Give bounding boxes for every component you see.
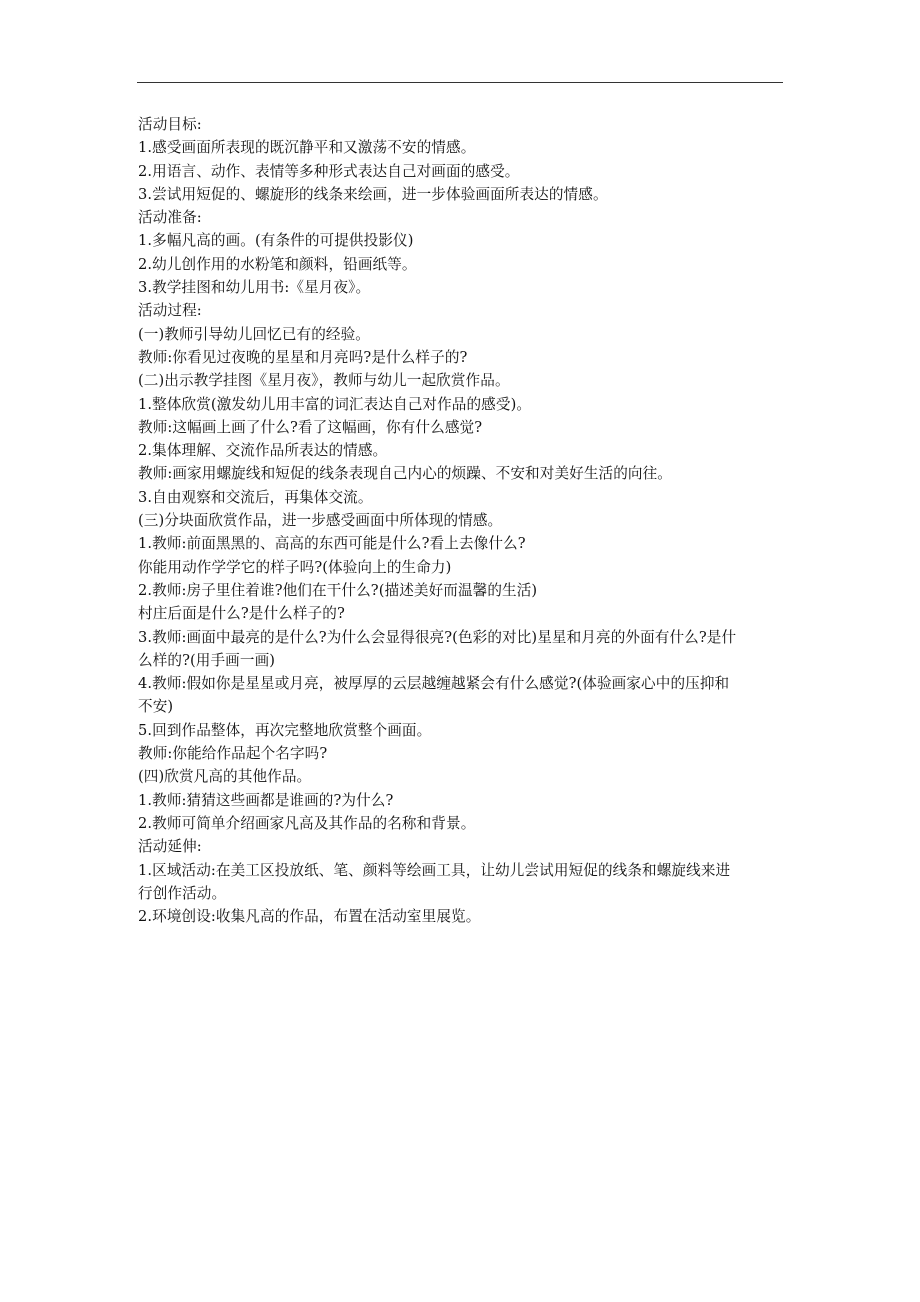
text-line: 教师:这幅画上画了什么?看了这幅画，你有什么感觉? [138,418,483,436]
text-line: 活动目标: [138,116,202,133]
text-line: 2.教师可简单介绍画家凡高及其作品的名称和背景。 [138,814,476,832]
text-line: 么样的?(用手画一画) [138,651,276,669]
text-line: 1.教师:前面黑黑的、高高的东西可能是什么?看上去像什么? [138,535,526,553]
text-line: (一)教师引导幼儿回忆已有的经验。 [138,325,370,343]
text-line: 2.环境创设:收集凡高的作品，布置在活动室里展览。 [138,908,481,926]
text-line: 活动延伸: [138,838,202,856]
text-line: (四)欣赏凡高的其他作品。 [138,768,312,786]
text-line: 1.区域活动:在美工区投放纸、笔、颜料等绘画工具，让幼儿尝试用短促的线条和螺旋线来进 [138,861,731,879]
text-line: 村庄后面是什么?是什么样子的? [138,605,345,623]
text-line: 2.集体理解、交流作品所表达的情感。 [138,442,388,460]
document-body [138,113,786,928]
text-line: 1.整体欣赏(激发幼儿用丰富的词汇表达自己对作品的感受)。 [138,395,532,413]
text-line: 教师:你能给作品起个名字吗? [138,745,328,763]
text-line: 2.幼儿创作用的水粉笔和颜料，铅画纸等。 [138,255,417,273]
text-line: 教师:你看见过夜晚的星星和月亮吗?是什么样子的? [138,348,468,366]
header-rule [137,82,783,83]
text-line: 教师:画家用螺旋线和短促的线条表现自己内心的烦躁、不安和对美好生活的向往。 [138,465,672,483]
text-line: 3.教学挂图和幼儿用书:《星月夜》。 [138,279,371,297]
text-line: 3.自由观察和交流后，再集体交流。 [138,488,373,506]
text-line: 活动准备: [138,209,202,227]
text-line: 4.教师:假如你是星星或月亮，被厚厚的云层越缠越紧会有什么感觉?(体验画家心中的压抑和 [138,675,730,693]
text-line: 2.教师:房子里住着谁?他们在干什么?(描述美好而温馨的生活) [138,581,538,599]
text-line: 3.尝试用短促的、螺旋形的线条来绘画，进一步体验画面所表达的情感。 [138,185,608,203]
text-line: 1.多幅凡高的画。(有条件的可提供投影仪) [138,232,414,250]
text-line: 行创作活动。 [138,884,227,902]
text-line: 2.用语言、动作、表情等多种形式表达自己对画面的感受。 [138,162,520,180]
text-line: 不安) [138,698,174,716]
text-line: (二)出示教学挂图《星月夜》，教师与幼儿一起欣赏作品。 [138,372,510,390]
text-line: 3.教师:画面中最亮的是什么?为什么会显得很亮?(色彩的对比)星星和月亮的外面有什么?是什 [138,628,737,646]
text-line: 1.教师:猜猜这些画都是谁画的?为什么? [138,791,394,809]
text-line: 5.回到作品整体，再次完整地欣赏整个画面。 [138,721,432,739]
text-line: 你能用动作学学它的样子吗?(体验向上的生命力) [138,558,452,576]
text-line: 活动过程: [138,302,202,320]
text-line: 1.感受画面所表现的既沉静平和又激荡不安的情感。 [138,139,476,157]
text-line: (三)分块面欣赏作品，进一步感受画面中所体现的情感。 [138,512,503,530]
